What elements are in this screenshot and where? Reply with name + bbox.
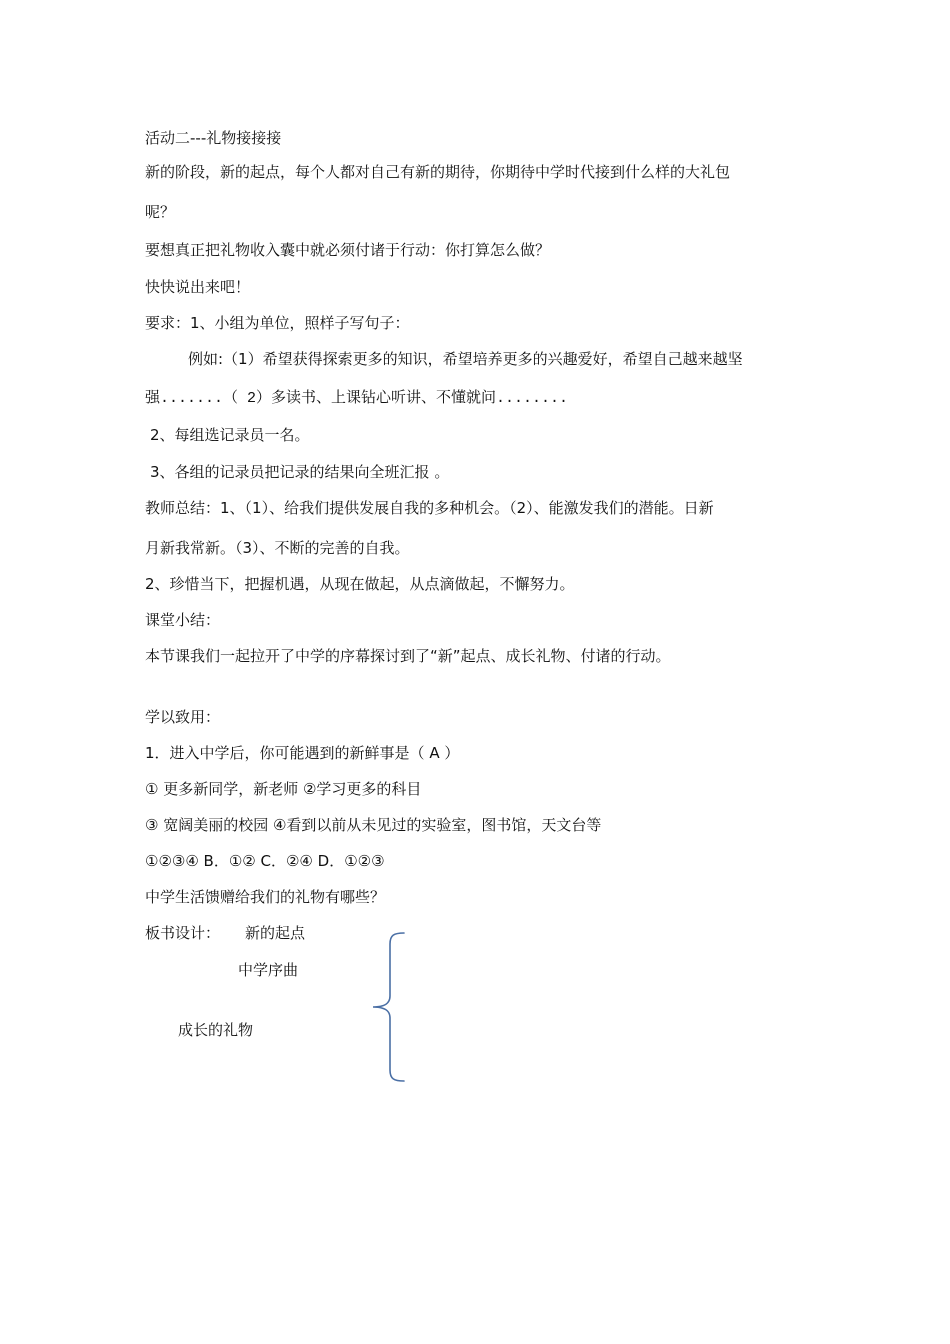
option-row-1: ① 更多新同学，新老师 ②学习更多的科目: [145, 780, 422, 798]
class-summary: 本节课我们一起拉开了中学的序幕探讨到了“新”起点、成长礼物、付诸的行动。: [145, 647, 671, 665]
prompt-line: 快快说出来吧！: [145, 278, 251, 296]
gift-question: 中学生活馈赠给我们的礼物有哪些？: [145, 888, 386, 906]
activity-title: 活动二---礼物接接接: [145, 129, 282, 147]
requirement-1: 要求：1、小组为单位，照样子写句子：: [145, 314, 410, 332]
requirement-3: 3、各组的记录员把记录的结果向全班汇报 。: [150, 463, 450, 481]
board-sub-2: 成长的礼物: [178, 1021, 254, 1039]
class-summary-heading: 课堂小结：: [145, 611, 221, 629]
answer-row: ①②③④ B．①② C．②④ D．①②③: [145, 852, 385, 870]
board-title: 新的起点: [245, 924, 306, 942]
teacher-summary-line-1: 教师总结：1、（1）、给我们提供发展自我的多种机会。（2）、能激发我们的潜能。日新: [145, 499, 714, 517]
practice-heading: 学以致用：: [145, 708, 221, 726]
example-line-1: 例如:（1）希望获得探索更多的知识，希望培养更多的兴趣爱好，希望自己越来越坚: [188, 350, 743, 368]
curly-brace-icon: [368, 930, 408, 1085]
requirement-2: 2、每组选记录员一名。: [150, 426, 310, 444]
intro-line-1: 新的阶段，新的起点，每个人都对自己有新的期待，你期待中学时代接到什么样的大礼包: [145, 163, 731, 181]
board-label: 板书设计：: [145, 924, 221, 942]
teacher-summary-2: 2、珍惜当下，把握机遇，从现在做起，从点滴做起，不懈努力。: [145, 575, 575, 593]
teacher-summary-line-2: 月新我常新。（3）、不断的完善的自我。: [145, 539, 410, 557]
board-sub-1: 中学序曲: [238, 961, 299, 979]
question-1: 1．进入中学后，你可能遇到的新鲜事是（ A ）: [145, 744, 460, 762]
option-row-2: ③ 宽阔美丽的校园 ④看到以前从未见过的实验室，图书馆，天文台等: [145, 816, 602, 834]
example-line-2: 强.......（ 2）多读书、上课钻心听讲、不懂就问........: [145, 390, 569, 407]
action-question: 要想真正把礼物收入囊中就必须付诸于行动：你打算怎么做？: [145, 241, 551, 259]
intro-line-2: 呢？: [145, 203, 176, 221]
